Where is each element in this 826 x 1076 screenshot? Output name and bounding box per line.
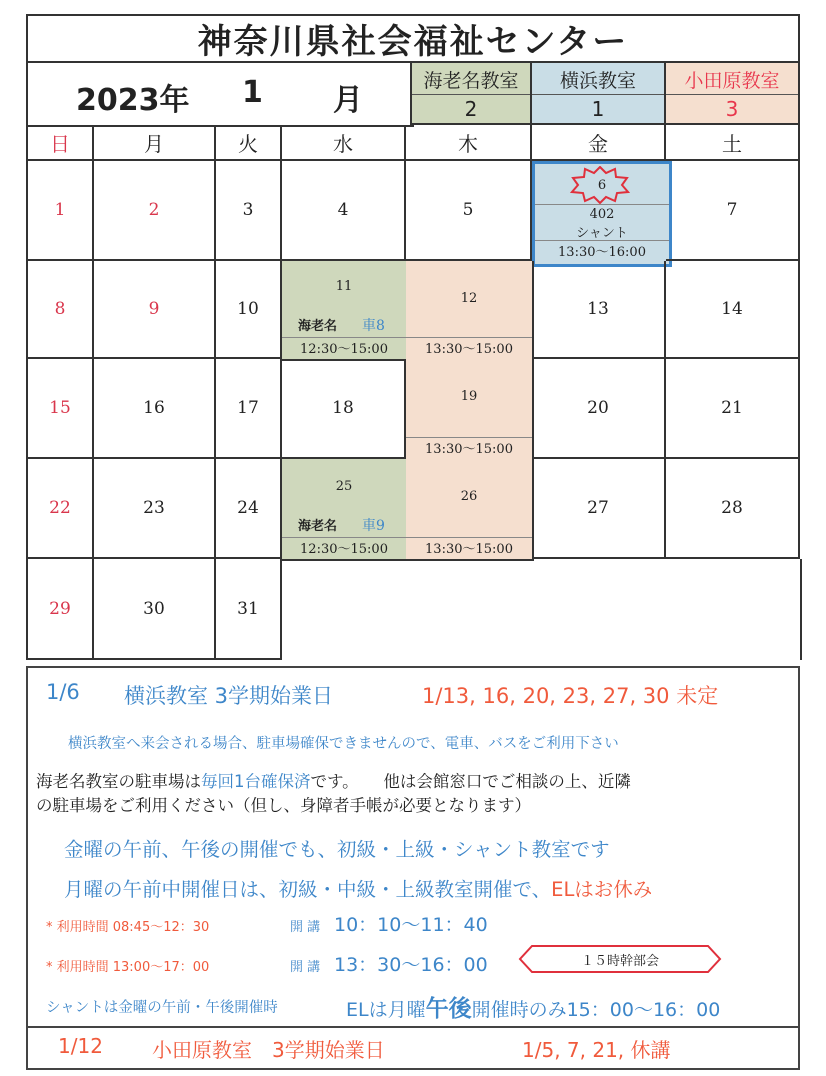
weekday-sat: 土: [666, 125, 800, 161]
weekday-sun: 日: [26, 125, 94, 161]
class-type: シャント: [576, 225, 628, 241]
classroom-odawara: [666, 63, 800, 125]
footer-text: 小田原教室 3学期始業日: [152, 1038, 385, 1062]
classroom-count: 1: [591, 96, 605, 121]
day-cell: 21: [666, 359, 800, 459]
day-cell-jan12: [406, 261, 534, 361]
day-cell: 17: [216, 359, 282, 459]
classroom-count: 3: [725, 96, 739, 121]
note-friday: 金曜の午前、午後の開催でも、初級・上級・シャント教室です: [64, 838, 610, 861]
note-start-text: 横浜教室 3学期始業日: [124, 684, 334, 708]
weekday-fri: 金: [532, 125, 666, 161]
note-shunt: シャントは金曜の午前・午後開催時: [46, 1000, 278, 1016]
event-time: 13:30～15:00: [406, 437, 532, 457]
day-cell: 4: [282, 161, 406, 261]
day-cell-jan25: [282, 459, 408, 561]
day-cell: 15: [26, 359, 94, 459]
day-cell: 8: [26, 261, 94, 359]
day-cell: 3: [216, 161, 282, 261]
note-el: ELは月曜午後開催時のみ15：00～16：00: [346, 996, 721, 1022]
footer-date: 1/12: [58, 1034, 103, 1058]
day-number: 25: [335, 478, 353, 494]
kaiko-label: 開 講: [290, 920, 321, 935]
day-cell: 22: [26, 459, 94, 559]
day-cell: 2: [94, 161, 216, 261]
place-label: 海老名: [298, 319, 338, 334]
note-start-date: 1/6: [46, 680, 80, 704]
car-label: 車9: [362, 518, 385, 534]
event-time: 12:30～15:00: [282, 537, 406, 557]
note-handicap: の駐車場をご利用ください（但し、身障者手帳が必要となります）: [36, 796, 531, 815]
month-unit: 月: [333, 83, 363, 118]
lecture-time-pm: 13：30～16：00: [334, 954, 488, 976]
day-cell: 9: [94, 261, 216, 359]
weekday-mon: 月: [94, 125, 216, 161]
classroom-count: 2: [464, 96, 478, 121]
event-time: 13:30～16:00: [535, 240, 669, 260]
day-number: 19: [460, 388, 478, 404]
note-monday: 月曜の午前中開催日は、初級・中級・上級教室開催で、ELはお休み: [64, 878, 653, 901]
note-ebina-parking: 海老名教室の駐車場は毎回1台確保済です。 他は会館窓口でご相談の上、近隣: [36, 772, 631, 791]
car-label: 車8: [362, 318, 385, 334]
usage-time-am: * 利用時間 08:45～12：30: [46, 920, 210, 935]
year-label: 2023年: [76, 83, 190, 118]
day-cell: 13: [532, 261, 666, 359]
day-cell-jan26: [406, 459, 534, 561]
classroom-ebina: [410, 63, 532, 125]
day-cell: 16: [94, 359, 216, 459]
event-time: 13:30～15:00: [406, 337, 532, 357]
weekday-tue: 火: [216, 125, 282, 161]
day-cell: 28: [666, 459, 800, 559]
day-cell: 10: [216, 261, 282, 359]
day-cell: 14: [666, 261, 800, 359]
day-number: 26: [460, 488, 478, 504]
event-time: 13:30～15:00: [406, 537, 532, 557]
footer-closed-dates: 1/5, 7, 21, 休講: [522, 1038, 671, 1062]
weekday-thu: 木: [406, 125, 532, 161]
usage-time-pm: * 利用時間 13:00～17：00: [46, 960, 210, 975]
day-number: 6: [597, 177, 607, 193]
day-cell: 18: [282, 359, 406, 459]
day-cell-jan11: [282, 261, 408, 361]
day-cell: 30: [94, 559, 216, 660]
day-cell: 20: [532, 359, 666, 459]
event-time: 12:30～15:00: [282, 337, 406, 357]
day-number: 12: [460, 290, 478, 306]
note-undecided-dates: 1/13, 16, 20, 23, 27, 30 未定: [422, 684, 719, 708]
day-cell: 1: [26, 161, 94, 261]
classroom-name: 横浜教室: [532, 65, 664, 95]
day-cell: 29: [26, 559, 94, 660]
day-number: 11: [335, 278, 353, 294]
notes-panel: [26, 666, 800, 1070]
day-cell: 27: [532, 459, 666, 559]
day-cell: 5: [406, 161, 532, 261]
page-title: 神奈川県社会福祉センター: [26, 14, 800, 63]
day-cell: 23: [94, 459, 216, 559]
month-number: 1: [242, 75, 263, 110]
day-cell: 24: [216, 459, 282, 559]
weekday-wed: 水: [282, 125, 406, 161]
kaiko-label: 開 講: [290, 960, 321, 975]
day-cell-jan6: [532, 161, 672, 267]
day-cell-jan19: [406, 359, 534, 461]
note-yokohama-parking: 横浜教室へ来会される場合、駐車場確保できませんので、電車、バスをご利用下さい: [68, 736, 619, 752]
day-cell: 31: [216, 559, 282, 660]
badge-label: １５時幹部会: [580, 953, 659, 969]
room-number: 402: [535, 204, 669, 223]
day-cell: 7: [666, 161, 800, 261]
place-label: 海老名: [298, 519, 338, 534]
classroom-name: 小田原教室: [666, 65, 798, 95]
classroom-yokohama: [532, 63, 666, 125]
classroom-name: 海老名教室: [412, 65, 530, 95]
month-header: [26, 63, 414, 127]
lecture-time-am: 10：10～11：40: [334, 914, 488, 936]
divider: [28, 1026, 798, 1028]
empty-cells: [282, 559, 802, 660]
